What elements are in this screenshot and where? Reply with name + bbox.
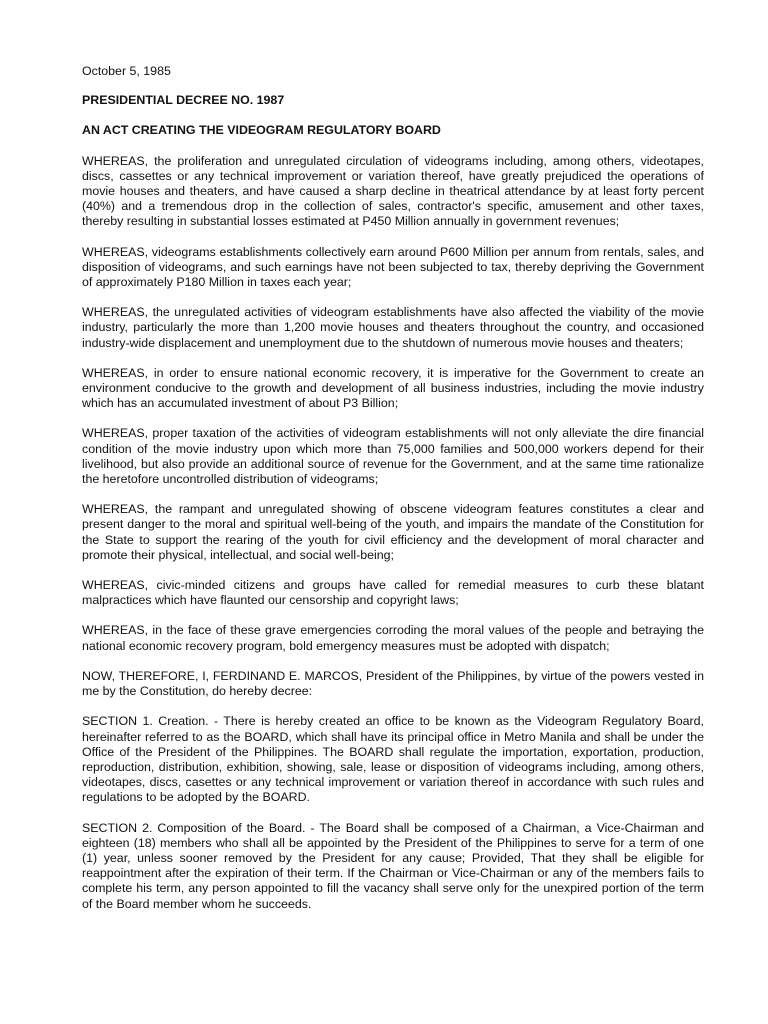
- whereas-clause-3: WHEREAS, the unregulated activities of videogram establishments have also affected the viability of the movie industry, particularly the more than 1,200 movie houses and theaters throughout the country, and occasioned industry-wide displacement and unemployment due to the shutdown of numerous movie houses and theaters;: [82, 305, 704, 350]
- whereas-clause-1: WHEREAS, the proliferation and unregulated circulation of videograms including, among others, videotapes, discs, cassettes or any technical improvement or variation thereof, have greatly prejudiced the operations of movie houses and theaters, and have caused a sharp decline in theatrical attendance by at least forty percent (40%) and a tremendous drop in the collection of sales, contractor's specific, amusement and other taxes, thereby resulting in substantial losses estimated at P450 Million annually in government revenues;: [82, 153, 704, 229]
- whereas-clause-4: WHEREAS, in order to ensure national economic recovery, it is imperative for the Government to create an environment conducive to the growth and development of all business industries, including the movie industry which has an accumulated investment of about P3 Billion;: [82, 365, 704, 411]
- enacting-clause: NOW, THEREFORE, I, FERDINAND E. MARCOS, President of the Philippines, by virtue of the powers vested in me by the Constitution, do hereby decree:: [82, 668, 704, 699]
- whereas-clause-8: WHEREAS, in the face of these grave emergencies corroding the moral values of the people and betraying the national economic recovery program, bold emergency measures must be adopted with dispatch;: [82, 623, 704, 653]
- whereas-clause-5: WHEREAS, proper taxation of the activities of videogram establishments will not only alleviate the dire financial condition of the movie industry upon which more than 75,000 families and 500,000 workers depend for their livelihood, but also provide an additional source of revenue for the Government, and at the same time rationalize the heretofore uncontrolled distribution of videograms;: [82, 426, 704, 487]
- section-1-creation: SECTION 1. Creation. - There is hereby created an office to be known as the Videogram Regulatory Board, hereinafter referred to as the BOARD, which shall have its principal office in Metro Manila and shall be under the Office of the President of the Philippines. The BOARD shall regulate the importation, exportation, production, reproduction, distribution, exhibition, showing, sale, lease or disposition of videograms including, among others, videotapes, discs, casettes or any technical improvement or variation thereof in accordance with such rules and regulations to be adopted by the BOARD.: [82, 714, 704, 805]
- document-date: October 5, 1985: [82, 64, 171, 78]
- decree-title: PRESIDENTIAL DECREE NO. 1987: [82, 93, 285, 108]
- section-2-composition: SECTION 2. Composition of the Board. - The Board shall be composed of a Chairman, a Vice-Chairman and eighteen (18) members who shall all be appointed by the President of the Philippines to serve for a term of one (1) year, unless sooner removed by the President for any cause; Provided, That they shall be eligible for reappointment after the expiration of their term. If the Chairman or Vice-Chairman or any of the members fails to complete his term, any person appointed to fill the vacancy shall serve only for the unexpired portion of the term of the Board member whom he succeeds.: [82, 820, 704, 911]
- whereas-clause-7: WHEREAS, civic-minded citizens and groups have called for remedial measures to curb these blatant malpractices which have flaunted our censorship and copyright laws;: [82, 578, 704, 608]
- document-page: [82, 64, 704, 927]
- act-title: AN ACT CREATING THE VIDEOGRAM REGULATORY BOARD: [82, 123, 441, 138]
- whereas-clause-2: WHEREAS, videograms establishments collectively earn around P600 Million per annum from rentals, sales, and disposition of videograms, and such earnings have not been subjected to tax, thereby depriving the Government of approximately P180 Million in taxes each year;: [82, 244, 704, 290]
- whereas-clause-6: WHEREAS, the rampant and unregulated showing of obscene videogram features constitutes a clear and present danger to the moral and spiritual well-being of the youth, and impairs the mandate of the Constitution for the State to support the rearing of the youth for civil efficiency and the development of moral character and promote their physical, intellectual, and social well-being;: [82, 502, 704, 562]
